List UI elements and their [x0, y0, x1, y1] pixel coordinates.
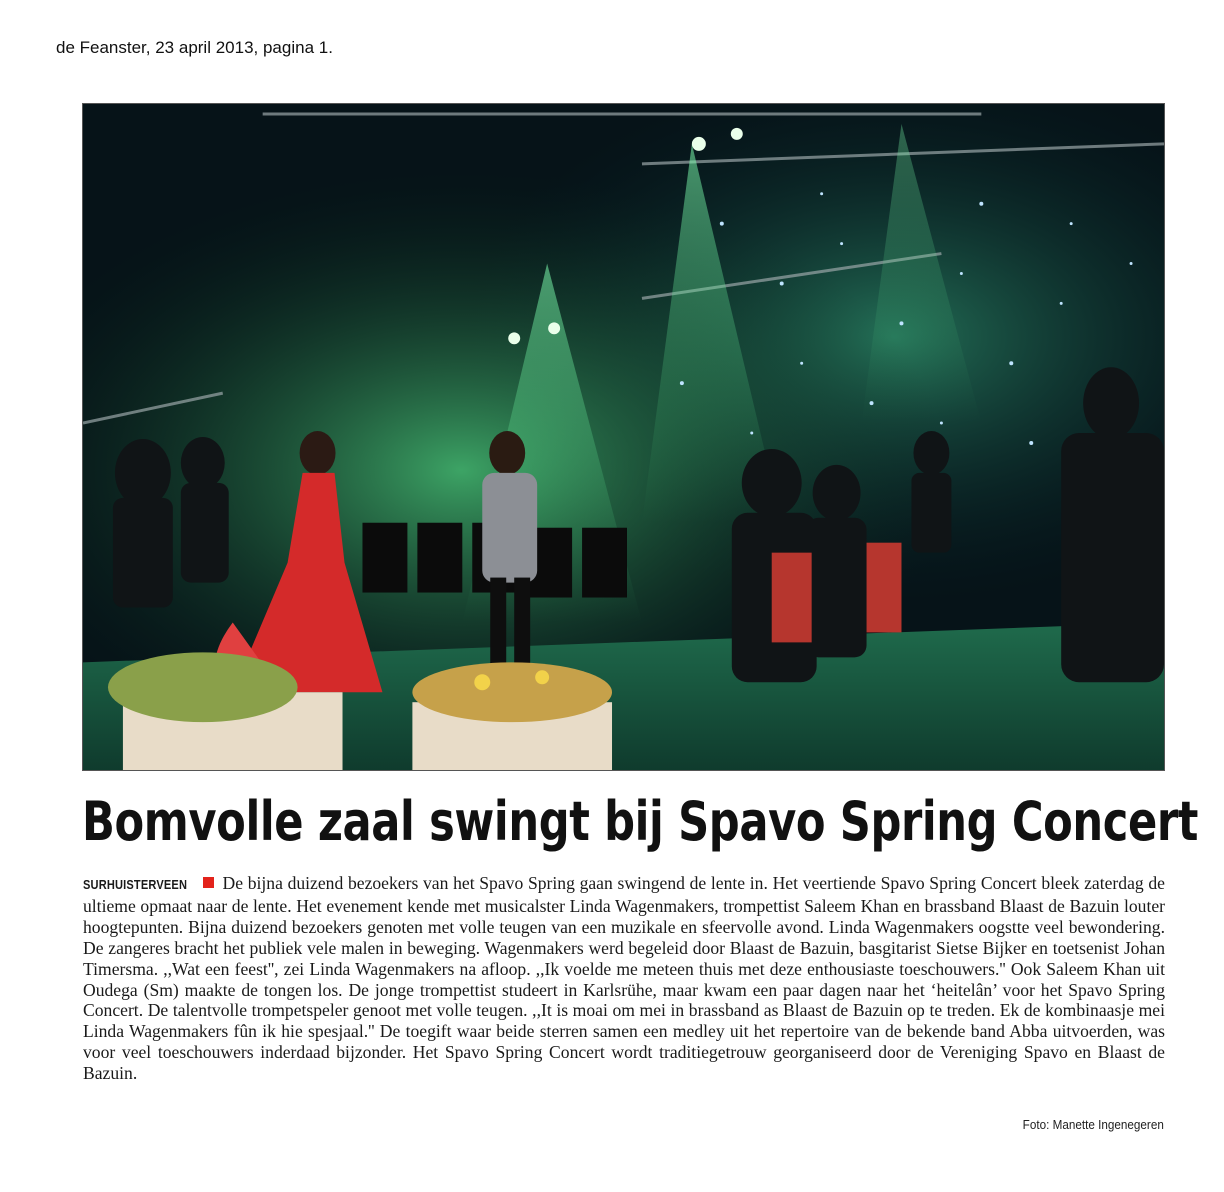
article-headline: Bomvolle zaal swingt bij Spavo Spring Concert — [82, 790, 1199, 853]
article-dateline: SURHUISTERVEEN — [83, 877, 188, 892]
publication-source: de Feanster, 23 april 2013, pagina 1. — [56, 38, 333, 57]
concert-photo — [82, 103, 1165, 771]
article-text: De bijna duizend bezoekers van het Spavo Spring gaan swingend de lente in. Het veertiende Spavo Spring Concert bleek zaterdag de ultieme opmaat naar de lente. Het evenement kende met musicalster Linda Wagenmakers, trompettist Saleem Khan en brassband Blaast de Bazuin louter hoogtepunten. Bijna duizend bezoekers genoten met volle teugen van een muzikale en sfeervolle avond. Linda Wagenmakers oogstte veel bewondering. De zangeres bracht het publiek vele malen in beweging. Wagenmakers werd begeleid door Blaast de Bazuin, basgitarist Sietse Bijker en toetsenist Johan Timersma. ,,Wat een feest'', zei Linda Wagenmakers na afloop. ,,Ik voelde me meteen thuis met deze enthousiaste toeschouwers.'' Ook Saleem Khan uit Oudega (Sm) maakte de tongen los. De jonge trompettist studeert in Karlsrühe, maar kwam een paar dagen naar het ‘heitelân’ voor het Spavo Spring Concert. De talentvolle trompetspeler genoot met volle teugen. ,,It is moai om mei in brassband as Blaast de Bazuin op te treden. Ek de kombinaasje mei Linda Wagenmakers fûn ik hie spesjaal.'' De toegift waar beide sterren samen een medley uit het repertoire van de bekende band Abba uitvoerden, was voor veel toeschouwers inderdaad bijzonder. Het Spavo Spring Concert wordt traditiegetrouw georganiseerd door de Vereniging Spavo en Blaast de Bazuin. — [83, 873, 1165, 1084]
article-body — [83, 873, 1165, 1084]
red-square-bullet-icon — [203, 877, 214, 888]
photo-credit: Foto: Manette Ingenegeren — [1022, 1117, 1164, 1132]
concert-photo-illustration — [83, 104, 1164, 770]
